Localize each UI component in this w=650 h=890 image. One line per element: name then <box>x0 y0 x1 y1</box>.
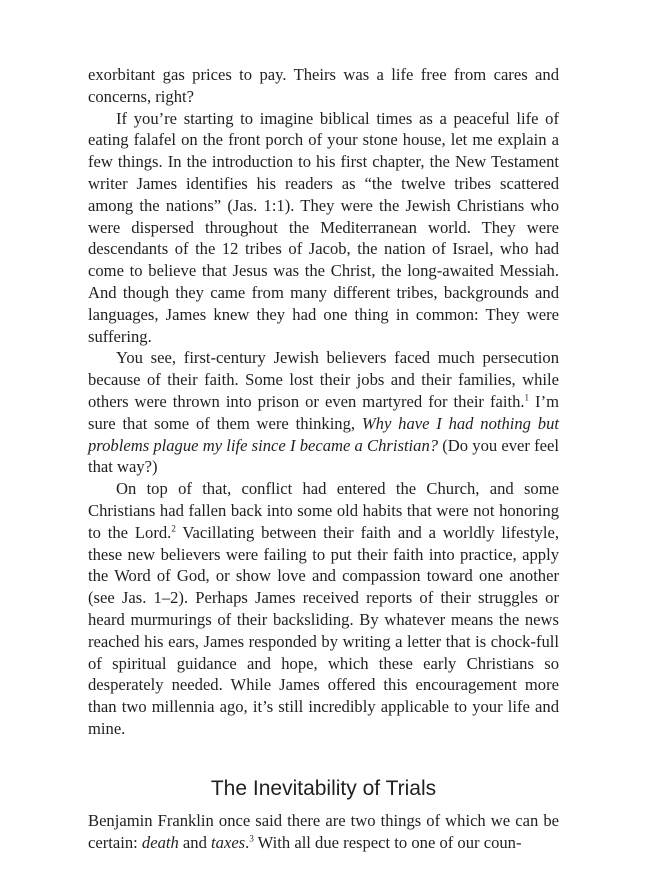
franklin-text-3: . <box>245 832 250 852</box>
paragraph-conflict <box>88 478 559 740</box>
conflict-text-2: Vacillating between their faith and a worldly lifestyle, these new believers were failing to put their faith into practice, apply the Word of God, or show love and compassion toward one another (see Jas. 1–2). Perhaps James received reports of their struggles or heard murmurings of their backsliding. By whatever means the news reached his ears, James responded by writing a letter that is chock-full of spiritual guidance and hope, which these early Christians so desperately needed. While James offered this encouragement more than two millennia ago, it’s still incredibly applicable to your life and mine. <box>88 522 559 738</box>
persecution-text-3: (Do you ever feel that way?) <box>88 435 559 477</box>
paragraph-continued: exorbitant gas prices to pay. Theirs was a life free from cares and concerns, right? <box>88 65 559 106</box>
franklin-text-2: and <box>178 832 212 852</box>
franklin-text-1: Benjamin Franklin once said there are two things of which we can be certain: <box>88 810 559 852</box>
persecution-italic-question: Why have I had nothing but problems plague my life since I became a Christian? <box>88 413 559 455</box>
book-page <box>88 64 559 853</box>
franklin-text-4: With all due respect to one of our coun- <box>253 832 522 852</box>
franklin-italic-taxes: taxes <box>211 832 246 852</box>
footnote-marker-1: 1 <box>524 392 530 403</box>
paragraph-biblical-times: If you’re starting to imagine biblical times as a peaceful life of eating falafel on the front porch of your stone house, let me explain a few things. In the introduction to his first chapter, the New Testament writer James identifies his readers as “the twelve tribes scattered among the nations” (Jas. 1:1). They were the Jewish Christians who were dispersed throughout the Mediterranean world. They were descendants of the 12 tribes of Jacob, the nation of Israel, who had come to believe that Jesus was the Christ, the long-awaited Messiah. And though they came from many different tribes, backgrounds and languages, James knew they had one thing in common: They were suffering. <box>88 108 559 346</box>
persecution-text-2: I’m sure that some of them were thinking, <box>88 391 559 433</box>
section-heading: The Inevitability of Trials <box>210 776 437 800</box>
footnote-marker-2: 2 <box>171 523 176 534</box>
footnote-marker-3: 3 <box>249 832 254 843</box>
persecution-text-1: You see, first-century Jewish believers faced much persecution because of their faith. Some lost their jobs and their families, while others were thrown into prison or even martyred for their faith. <box>88 348 559 411</box>
conflict-text-1: On top of that, conflict had entered the Church, and some Christians had fallen back into some old habits that were not honoring to the Lord. <box>88 479 559 542</box>
franklin-italic-death: death <box>141 832 179 852</box>
paragraph-franklin <box>88 810 559 854</box>
paragraph-persecution <box>88 347 559 478</box>
